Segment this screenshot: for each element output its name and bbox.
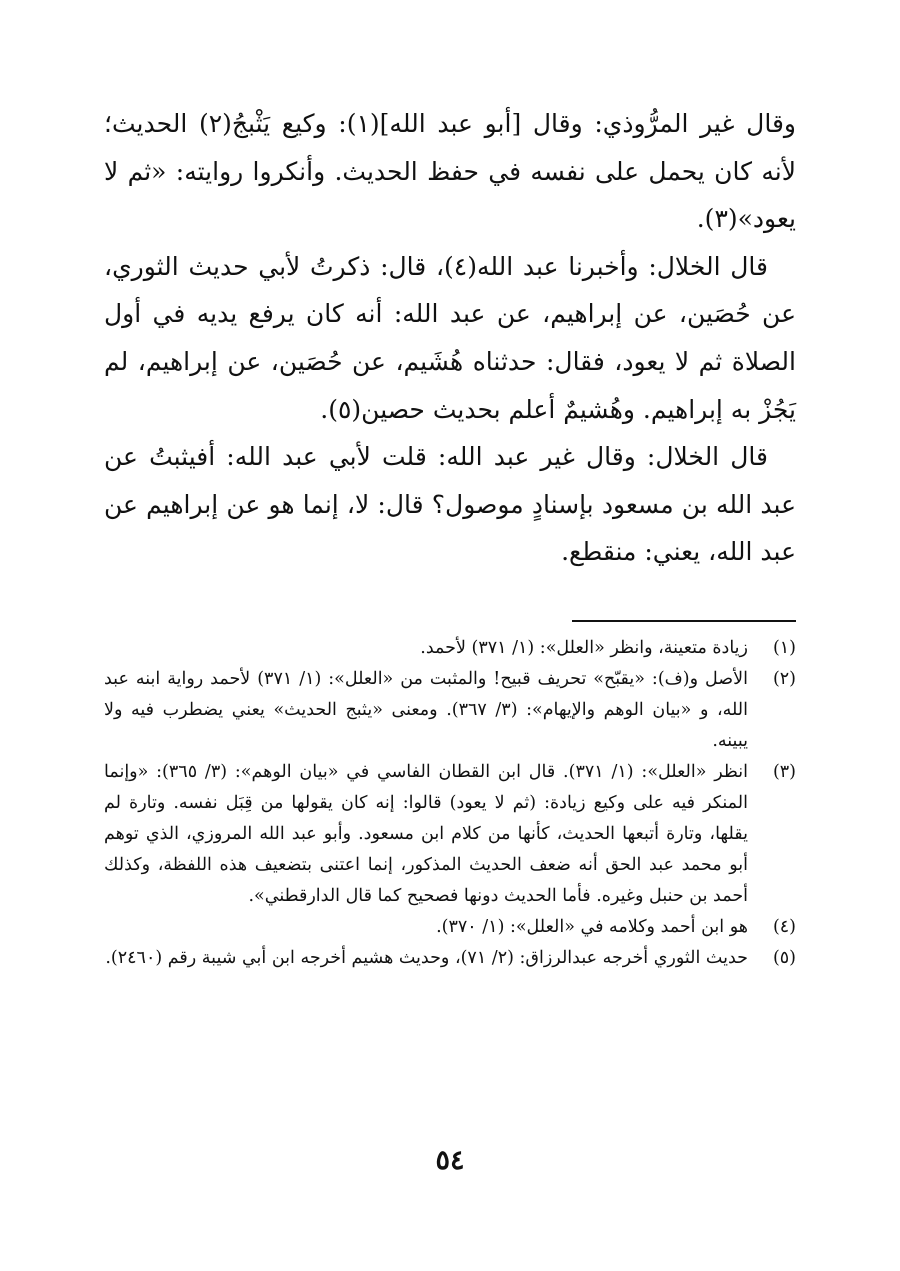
footnote-divider (572, 620, 796, 622)
footnote-number: (٢) (772, 669, 796, 689)
footnote-text: زيادة متعينة، وانظر «العلل»: (١/ ٣٧١) لأحمد. (420, 638, 748, 658)
footnote-2 (104, 664, 796, 757)
footnote-5 (104, 943, 796, 974)
main-text (104, 100, 796, 576)
paragraph-3: قال الخلال: وقال غير عبد الله: قلت لأبي عبد الله: أفيثبتُ عن عبد الله بن مسعود بإسنادٍ موصول؟ قال: لا، إنما هو عن إبراهيم عن عبد الله، يعني: منقطع. (104, 442, 796, 567)
page-number: ٥٤ (435, 1145, 465, 1176)
footnote-number: (١) (772, 638, 796, 658)
footnote-number: (٥) (772, 948, 796, 968)
paragraph-1: وقال غير المرُّوذي: وقال [أبو عبد الله](١): وكيع يَثْبجُ(٢) الحديث؛ لأنه كان يحمل على نفسه في حفظ الحديث. وأنكروا روايته: «ثم لا يعود»(٣). (104, 109, 796, 234)
paragraph-2: قال الخلال: وأخبرنا عبد الله(٤)، قال: ذكرتُ لأبي حديث الثوري، عن حُصَين، عن إبراهيم، عن عبد الله: أنه كان يرفع يديه في أول الصلاة ثم لا يعود، فقال: حدثناه هُشَيم، عن حُصَين، عن إبراهيم، لم يَجُزْ به إبراهيم. وهُشيمٌ أعلم بحديث حصين(٥). (104, 251, 796, 424)
footnote-4 (104, 912, 796, 943)
footnote-number: (٤) (772, 917, 796, 937)
footnote-1 (104, 633, 796, 664)
footnote-number: (٣) (772, 762, 796, 782)
footnote-3 (104, 757, 796, 912)
footnote-text: هو ابن أحمد وكلامه في «العلل»: (١/ ٣٧٠). (436, 917, 748, 937)
footnotes (104, 633, 796, 974)
footnote-text: حديث الثوري أخرجه عبدالرزاق: (٢/ ٧١)، وحديث هشيم أخرجه ابن أبي شيبة رقم (٢٤٦٠). (105, 948, 748, 968)
footnote-text: انظر «العلل»: (١/ ٣٧١). قال ابن القطان الفاسي في «بيان الوهم»: (٣/ ٣٦٥): «وإنما المنكر فيه على وكيع زيادة: (ثم لا يعود) قالوا: إنه كان يقولها من قِبَل نفسه. وتارة لم يقلها، وتارة أتبعها الحديث، كأنها من كلام ابن مسعود. وأبو عبد الله المروزي، الذي توهم أبو محمد عبد الحق أنه ضعف الحديث المذكور، إنما اعتنى بتضعيف هذه اللفظة، وكذلك أحمد بن حنبل وغيره. فأما الحديث دونها فصحيح كما قال الدارقطني». (104, 762, 748, 906)
footnote-text: الأصل و(ف): «يقبّح» تحريف قبيح! والمثبت من «العلل»: (١/ ٣٧١) لأحمد رواية ابنه عبد الله، و «بيان الوهم والإيهام»: (٣/ ٣٦٧). ومعنى «يثبج الحديث» يعني يضطرب فيه ولا يبينه. (104, 669, 749, 751)
